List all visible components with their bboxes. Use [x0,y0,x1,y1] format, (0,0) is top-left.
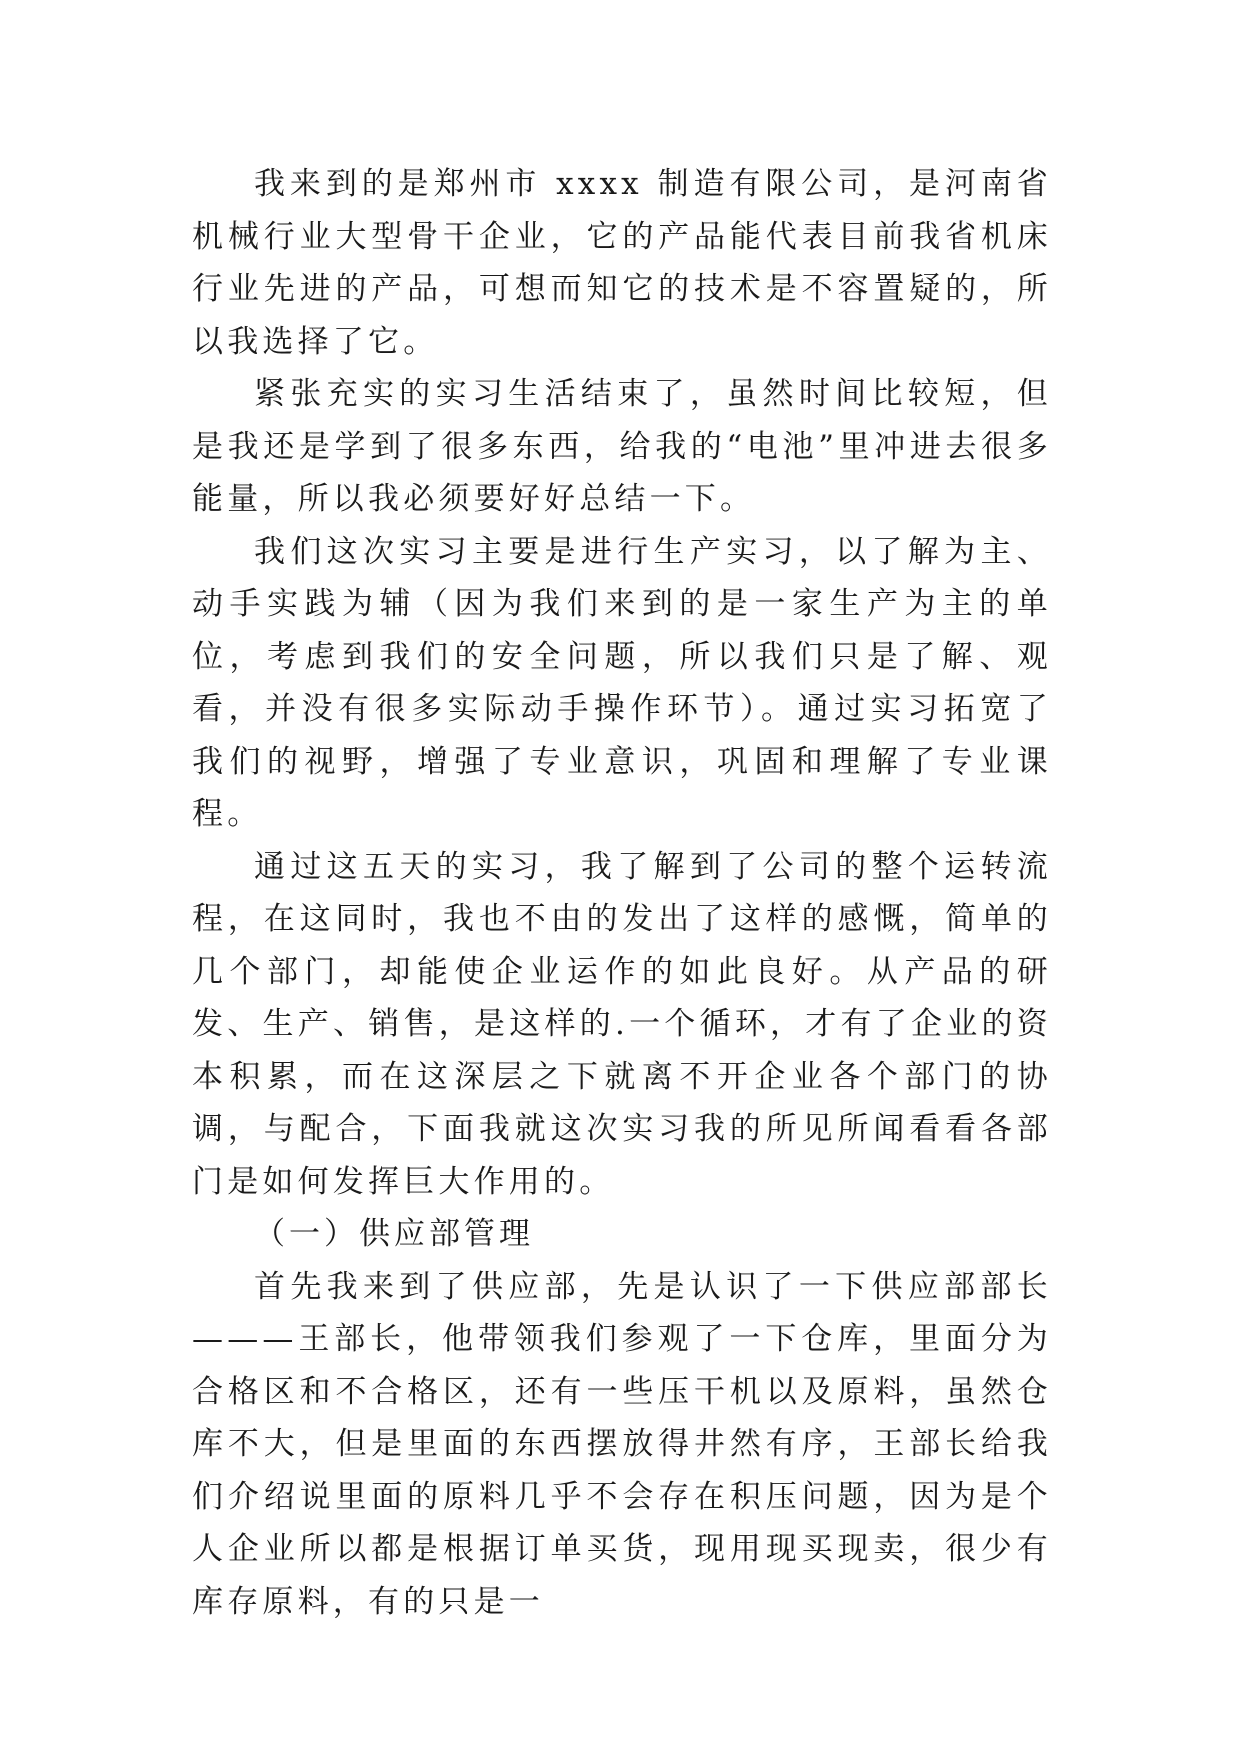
paragraph-internship-purpose: 我们这次实习主要是进行生产实习，以了解为主、动手实践为辅（因为我们来到的是一家生产为主的单位，考虑到我们的安全问题，所以我们只是了解、观看，并没有很多实际动手操作环节）。通过实习拓宽了我们的视野，增强了专业意识，巩固和理解了专业课程。 [192,533,1052,832]
paragraph-internship-summary: 紧张充实的实习生活结束了，虽然时间比较短，但是我还是学到了很多东西，给我的“电池”里冲进去很多能量，所以我必须要好好总结一下。 [192,376,1052,517]
paragraph-company-operation: 通过这五天的实习，我了解到了公司的整个运转流程，在这同时，我也不由的发出了这样的感慨，简单的几个部门，却能使企业运作的如此良好。从产品的研发、生产、销售，是这样的.一个循环，才有了企业的资本积累，而在这深层之下就离不开企业各个部门的协调，与配合，下面我就这次实习我的所见所闻看看各部门是如何发挥巨大作用的。 [192,848,1052,1200]
paragraph-supply-dept: 首先我来到了供应部，先是认识了一下供应部部长———王部长，他带领我们参观了一下仓库，里面分为合格区和不合格区，还有一些压干机以及原料，虽然仓库不大，但是里面的东西摆放得井然有序，王部长给我们介绍说里面的原料几乎不会存在积压问题，因为是个人企业所以都是根据订单买货，现用现买现卖，很少有库存原料，有的只是一 [192,1268,1052,1620]
paragraph-company-intro: 我来到的是郑州市 xxxx 制造有限公司，是河南省机械行业大型骨干企业，它的产品能代表目前我省机床行业先进的产品，可想而知它的技术是不容置疑的，所以我选择了它。 [192,166,1052,360]
document-body [192,158,1052,1628]
section-heading-supply-dept: （一）供应部管理 [254,1216,534,1252]
